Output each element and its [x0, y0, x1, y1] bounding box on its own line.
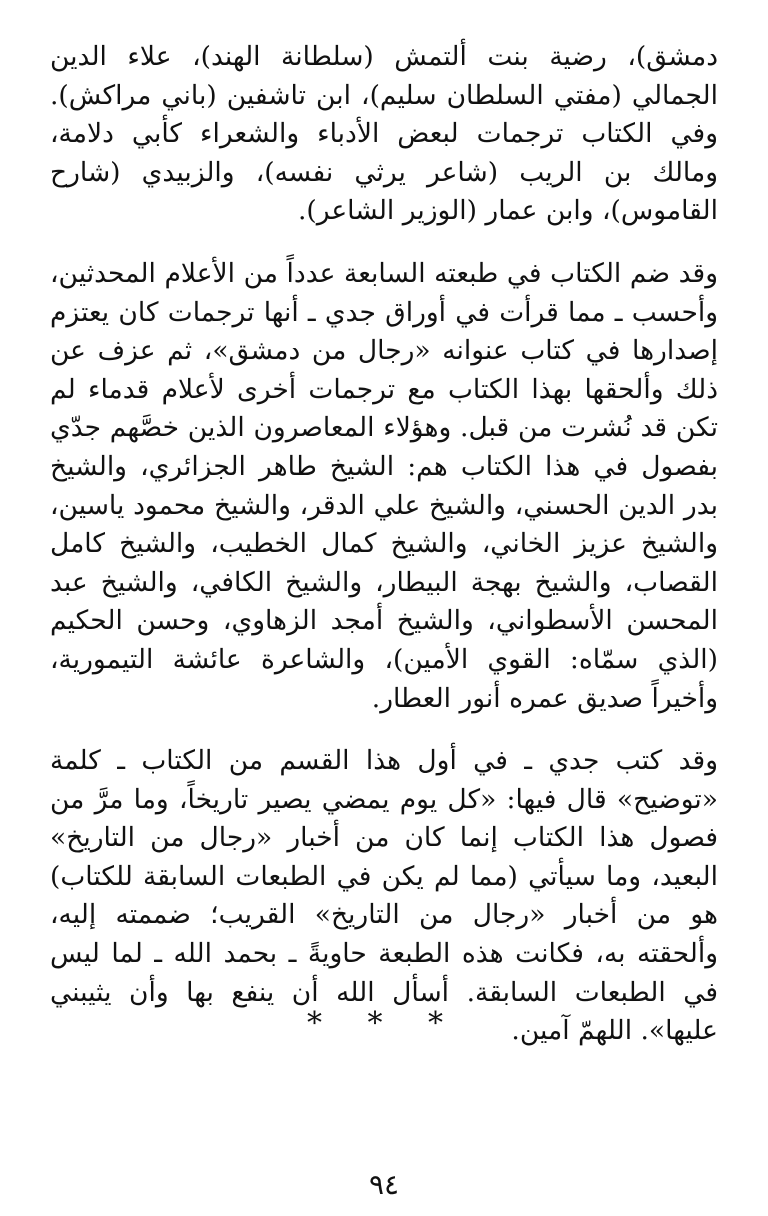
paragraph-3: وقد كتب جدي ـ في أول هذا القسم من الكتاب ـ كلمة «توضيح» قال فيها: «كل يوم يمضي يصير تاريخاً، وما مرَّ من فصول هذا الكتاب إنما كان من أخبار «رجال من التاريخ» البعيد، وما سيأتي (مما لم يكن في الطبعات السابقة للكتاب) هو من أخبار «رجال من التاريخ» القريب؛ ضممته إليه، وألحقته به، فكانت هذه الطبعة حاويةً ـ بحمد الله ـ لما ليس في الطبعات السابقة. أسأل الله أن ينفع بها وأن يثيبني عليها». اللهمّ آمين. — [50, 745, 718, 1047]
page-body — [50, 38, 718, 1051]
section-separator: * * * — [306, 1006, 462, 1041]
page-number: ٩٤ — [368, 1168, 400, 1201]
paragraph-2: وقد ضم الكتاب في طبعته السابعة عدداً من الأعلام المحدثين، وأحسب ـ مما قرأت في أوراق جدي ـ أنها ترجمات كان يعتزم إصدارها في كتاب عنوانه «رجال من دمشق»، ثم عزف عن ذلك وألحقها بهذا الكتاب مع ترجمات أخرى لأعلام قدماء لم تكن قد نُشرت من قبل. وهؤلاء المعاصرون الذين خصَّهم جدّي بفصول في هذا الكتاب هم: الشيخ طاهر الجزائري، والشيخ بدر الدين الحسني، والشيخ علي الدقر، والشيخ محمود ياسين، والشيخ عزيز الخاني، والشيخ كمال الخطيب، والشيخ كامل القصاب، والشيخ بهجة البيطار، والشيخ الكافي، والشيخ عبد المحسن الأسطواني، والشيخ أمجد الزهاوي، وحسن الحكيم (الذي سمّاه: القوي الأمين)، والشاعرة عائشة التيمورية، وأخيراً صديق عمره أنور العطار. — [50, 257, 718, 714]
paragraph-1: دمشق)، رضية بنت ألتمش (سلطانة الهند)، علاء الدين الجمالي (مفتي السلطان سليم)، ابن تاشفين (باني مراكش). وفي الكتاب ترجمات لبعض الأدباء والشعراء كأبي دلامة، ومالك بن الريب (شاعر يرثي نفسه)، والزبيدي (شارح القاموس)، وابن عمار (الوزير الشاعر). — [50, 41, 718, 227]
